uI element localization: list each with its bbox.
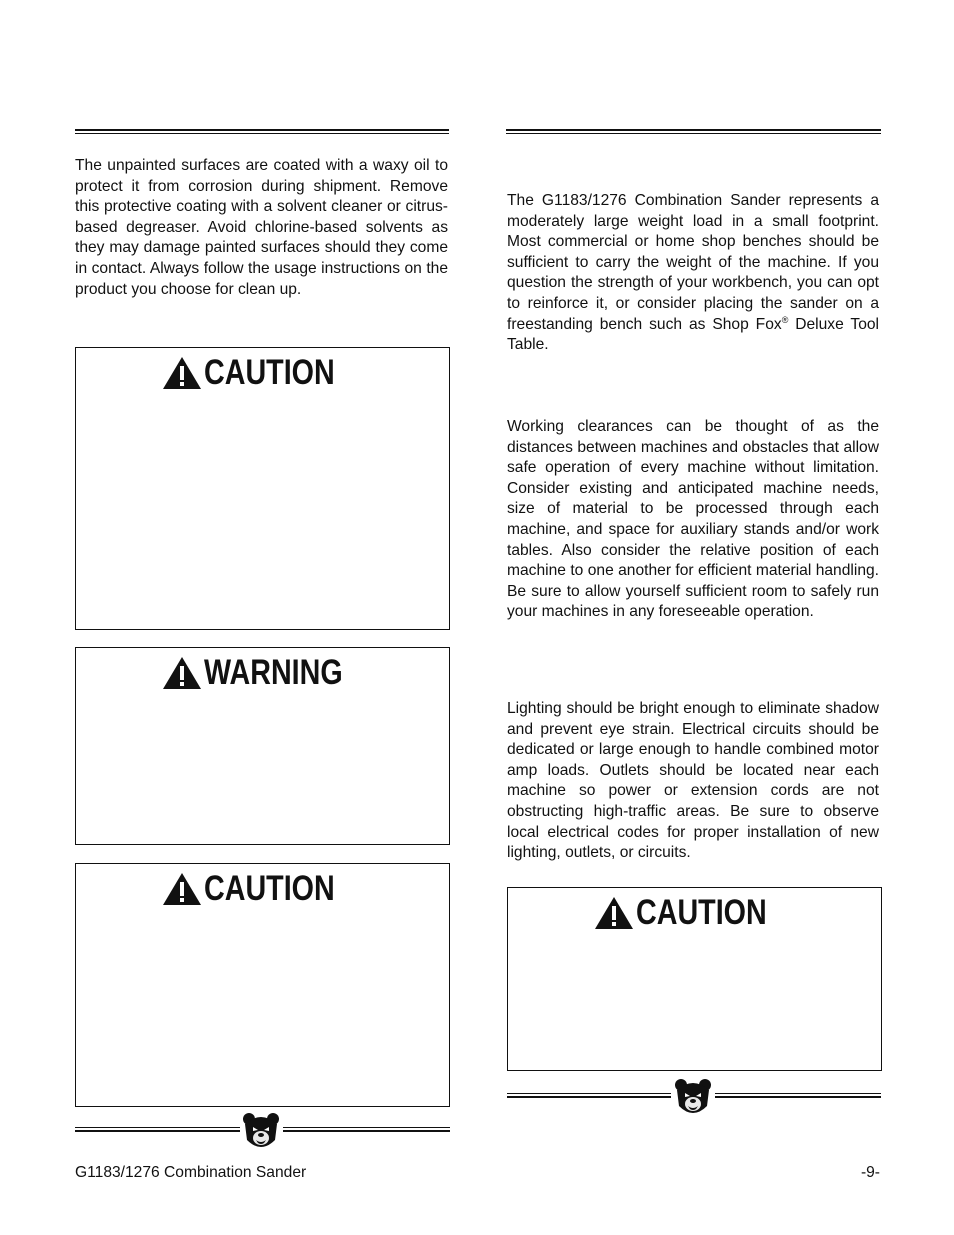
- registered-mark: ®: [781, 314, 789, 325]
- bear-logo-icon: [242, 1112, 280, 1152]
- warning-triangle-icon: [162, 356, 202, 390]
- divider-line: [283, 1127, 450, 1132]
- warning-triangle-icon: [162, 872, 202, 906]
- bench-load-text-end: Deluxe Tool Table.: [507, 315, 880, 354]
- divider-line: [507, 1093, 671, 1098]
- caution-sign: [162, 355, 363, 390]
- bench-load-paragraph: [507, 191, 879, 356]
- footer-model-name: G1183/1276 Combination Sander: [75, 1164, 307, 1181]
- caution-sign: [594, 895, 795, 930]
- section-rule-left: [75, 129, 449, 134]
- intro-paragraph: The unpainted surfaces are coated with a waxy oil to protect it from corrosion during shipment. Remove this protective coating with a solvent cleaner or citrus-based degreaser. Avoid chlorine-based solvents as they may damage painted surfaces should they come in contact. Always follow the usage instructions on the product you choose for clean up.: [75, 157, 448, 298]
- warning-label: WARNING: [204, 653, 343, 692]
- caution-label: CAUTION: [636, 893, 767, 932]
- caution-sign: [162, 871, 363, 906]
- caution-box-3: [507, 887, 882, 1071]
- warning-triangle-icon: [594, 896, 634, 930]
- working-clearances-paragraph: Working clearances can be thought of as the distances between machines and obstacles that allow safe operation of every machine without limitation. Consider existing and anticipated machine needs, size of material to be processed through each machine, and space for auxiliary stands and/or work tables. Also consider the relative position of each machine to one another for efficient material handling. Be sure to allow yourself sufficient room to safely run your machines in any foreseeable operation.: [507, 418, 879, 621]
- caution-box-2: [75, 863, 450, 1107]
- caution-box-1: [75, 347, 450, 630]
- warning-sign: [162, 655, 373, 690]
- divider-line: [715, 1093, 881, 1098]
- section-rule-right: [506, 129, 881, 134]
- warning-triangle-icon: [162, 656, 202, 690]
- bench-load-text: The G1183/1276 Combination Sander represents a moderately large weight load in a small footprint. Most commercial or home shop benches should be sufficient to carry the weight of the machine. If you question the strength of your workbench, you can opt to reinforce it, or consider placing the sander on a freestanding bench such as Shop Fox: [507, 192, 879, 333]
- caution-label: CAUTION: [204, 869, 335, 908]
- warning-box: [75, 647, 450, 845]
- divider-line: [75, 1127, 240, 1132]
- bear-logo-icon: [674, 1078, 712, 1118]
- lighting-outlets-paragraph: Lighting should be bright enough to eliminate shadow and prevent eye strain. Electrical circuits should be dedicated or large enough to handle combined motor amp loads. Outlets should be located near each machine so power or extension cords are not obstructing high-traffic areas. Be sure to observe local electrical codes for proper installation of new lighting, outlets, or circuits.: [507, 700, 879, 862]
- page-number: -9-: [860, 1164, 880, 1181]
- caution-label: CAUTION: [204, 353, 335, 392]
